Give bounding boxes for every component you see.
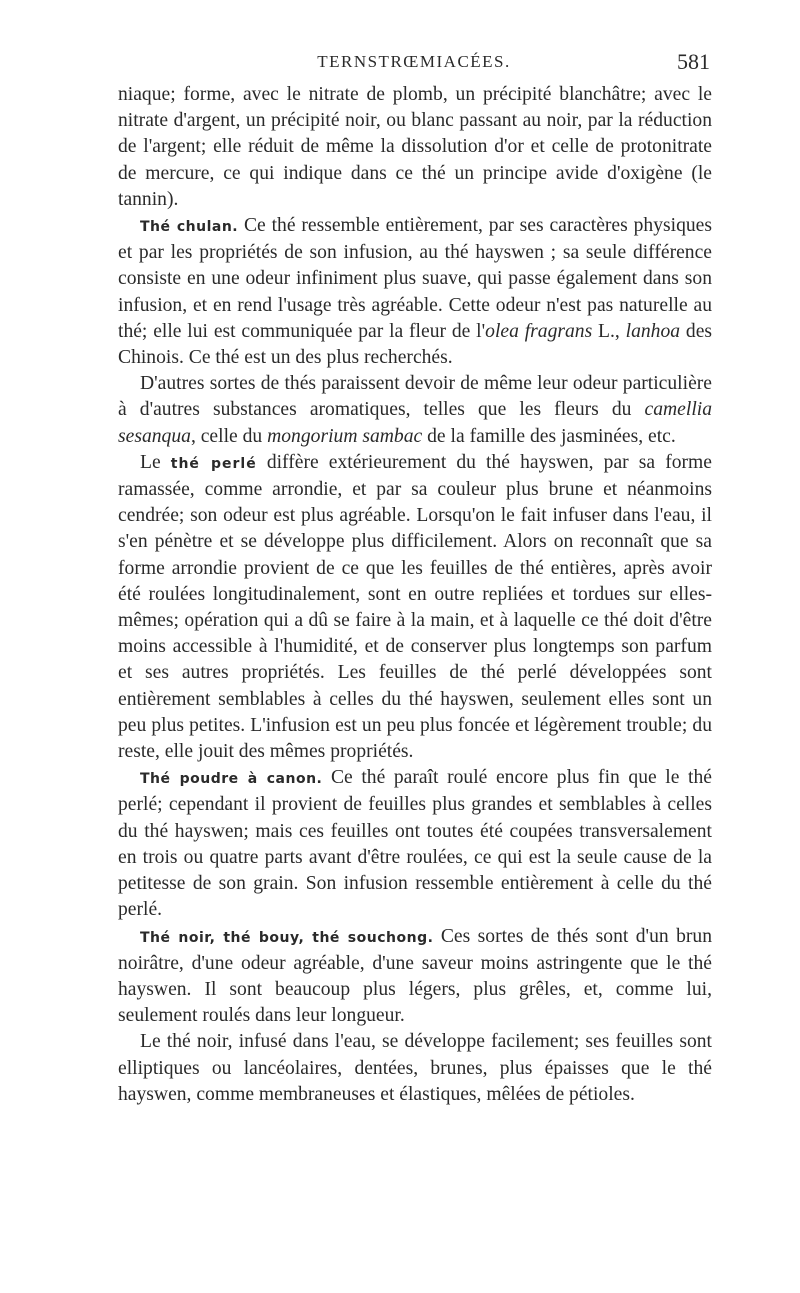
- paragraph-other-teas: [118, 371, 712, 450]
- page-header: [118, 49, 710, 82]
- paragraph-text: , celle du: [190, 425, 268, 447]
- paragraph: Le thé noir, infusé dans l'eau, se développe facilement; ses feuilles sont elliptiques ou lancéolaires, dentées, brunes, plus épaisses que le thé hayswen, comme membraneuses et élastiques, mêlées de pétioles.: [118, 1031, 712, 1105]
- paragraph-text: Ce thé ressemble entièrement, par ses caractères physiques et par les propriétés de son infusion, au thé hayswen ; sa seule différence consiste en une odeur infiniment plus suave, qui passe également dans son infusion, et en rend l'usage très agréable. Cette odeur n'est pas naturelle au thé; elle lui est communiquée par la fleur de l': [118, 215, 712, 342]
- paragraph-text: Ce thé paraît roulé encore plus fin que le thé perlé; cependant il provient de feuilles plus grandes et semblables à celles du thé hayswen; mais ces feuilles ont toutes été coupées transversalement en trois ou quatre parts avant d'être roulées, ce qui est la seule cause de la petitesse de son grain. Son infusion ressemble entièrement à celle du thé perlé.: [118, 767, 712, 921]
- paragraph-text: L.,: [592, 320, 626, 342]
- paragraph-text: Ces sortes de thés sont d'un brun noirâtre, d'une odeur agréable, d'une saveur moins astringente que le thé hayswen. Il sont beaucoup plus légers, plus grêles, et, comme lui, seulement roulés dans leur longueur.: [118, 925, 713, 1027]
- paragraph-the-noir: [118, 924, 712, 1030]
- term-the-noir: Thé noir, thé bouy, thé souchong.: [140, 929, 434, 946]
- term-the-perle: thé perlé: [170, 455, 257, 472]
- paragraph-the-poudre-a-canon: [118, 765, 712, 923]
- species-name: mongorium sambac: [267, 425, 423, 447]
- paragraph: niaque; forme, avec le nitrate de plomb, un précipité blanchâtre; avec le nitrate d'argent, un précipité noir, ou blanc passant au noir, par la réduction de l'argent; elle réduit de même la dissolution d'or et celle de protonitrate de mercure, ce qui indique dans ce thé un principe avide d'oxigène (le tannin).: [118, 84, 712, 210]
- body-text: [118, 82, 712, 1108]
- species-name: camellia sesanqua: [118, 399, 712, 447]
- paragraph-the-chulan: [118, 213, 712, 371]
- paragraph-text: de la famille des jasminées, etc.: [422, 425, 676, 447]
- paragraph-text: des Chinois. Ce thé est un des plus recherchés.: [118, 320, 713, 369]
- term-the-poudre-a-canon: Thé poudre à canon.: [140, 771, 323, 788]
- chinese-name: lanhoa: [625, 320, 681, 342]
- page-number: 581: [677, 49, 710, 74]
- paragraph-the-perle: [118, 450, 712, 765]
- running-title: TERNSTRŒMIACÉES.: [317, 52, 511, 71]
- paragraph-text: Le: [140, 451, 171, 473]
- term-the-chulan: Thé chulan.: [140, 219, 239, 236]
- species-name: olea fragrans: [485, 320, 593, 342]
- paragraph-text: diffère extérieurement du thé hayswen, par sa forme ramassée, comme arrondie, et par sa couleur plus brune et néanmoins cendrée; son odeur est plus agréable. Lorsqu'on le fait infuser dans l'eau, il s'en pénètre et se développe plus difficilement. Alors on reconnaît que sa forme arrondie provient de ce que les feuilles de thé entières, après avoir été roulées longitudinalement, sont en outre repliées et tordues sur elles-mêmes; opération qui a dû se faire à la main, et à laquelle ce thé doit d'être moins accessible à l'humidité, et de conserver plus longtemps son parfum et ses autres propriétés. Les feuilles de thé perlé développées sont entièrement semblables à celles du thé hayswen, seulement elles sont un peu plus petites. L'infusion est un peu plus foncée et légèrement trouble; du reste, elle jouit des mêmes propriétés.: [118, 451, 712, 763]
- paragraph-text: D'autres sortes de thés paraissent devoir de même leur odeur particulière à d'autres substances aromatiques, telles que les fleurs du: [118, 373, 712, 421]
